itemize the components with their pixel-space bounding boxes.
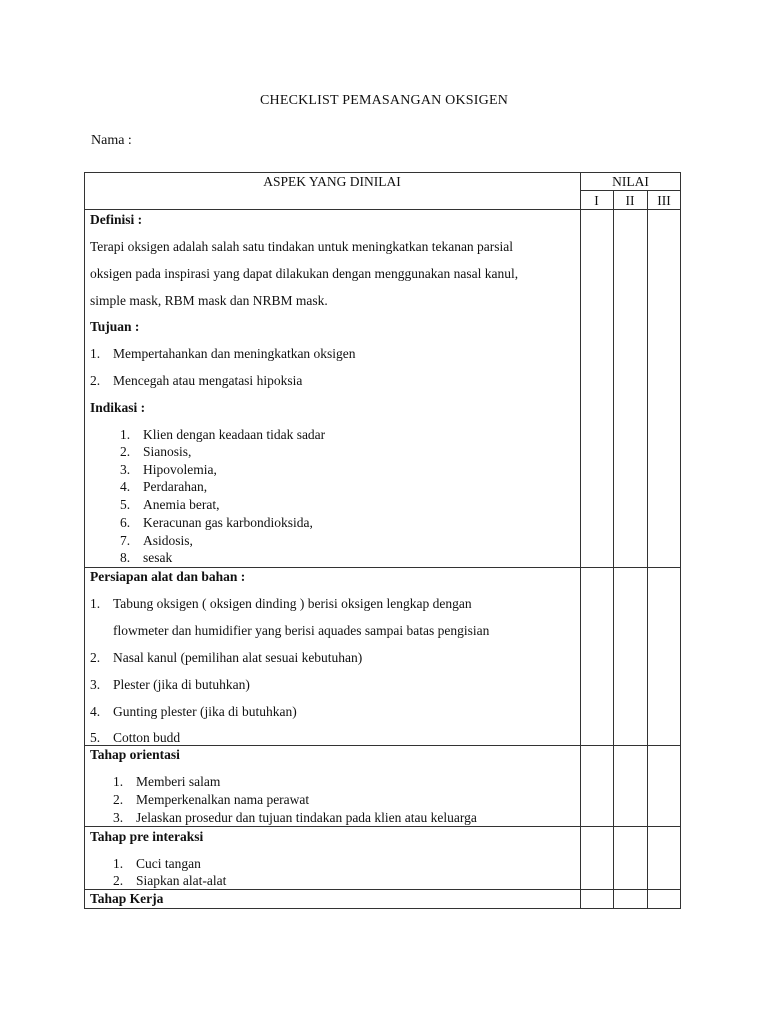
- column-divider: [613, 190, 614, 909]
- list-item-number: 6.: [120, 515, 131, 530]
- list-item-number: 3.: [113, 810, 124, 825]
- list-item: Cuci tangan: [136, 856, 201, 871]
- table-border-left: [84, 172, 85, 909]
- list-item-number: 2.: [90, 373, 101, 388]
- table-border-right: [680, 172, 681, 909]
- header-aspek: ASPEK YANG DINILAI: [263, 174, 401, 189]
- list-item-number: 2.: [113, 792, 124, 807]
- definisi-line: oksigen pada inspirasi yang dapat dilakukan dengan menggunakan nasal kanul,: [90, 266, 519, 281]
- list-item-number: 1.: [120, 427, 131, 442]
- list-item-number: 3.: [90, 677, 101, 692]
- list-item: Gunting plester (jika di butuhkan): [113, 704, 297, 719]
- list-item: Keracunan gas karbondioksida,: [143, 515, 313, 530]
- document-title: CHECKLIST PEMASANGAN OKSIGEN: [259, 93, 509, 108]
- section-heading-preinteraksi: Tahap pre interaksi: [90, 829, 204, 844]
- list-item: Sianosis,: [143, 444, 192, 459]
- list-item-number: 5.: [90, 730, 101, 745]
- list-item-number: 1.: [90, 596, 101, 611]
- row-divider: [84, 889, 681, 890]
- row-divider: [84, 567, 681, 568]
- list-item: Cotton budd: [113, 730, 181, 745]
- list-item: Asidosis,: [143, 533, 193, 548]
- header-nilai: NILAI: [612, 174, 649, 189]
- column-divider: [580, 172, 581, 909]
- list-item-number: 4.: [90, 704, 101, 719]
- list-item: sesak: [143, 550, 173, 565]
- list-item: Klien dengan keadaan tidak sadar: [143, 427, 326, 442]
- list-item-number: 3.: [120, 462, 131, 477]
- list-item: Mempertahankan dan meningkatkan oksigen: [113, 346, 356, 361]
- list-item: Memperkenalkan nama perawat: [136, 792, 310, 807]
- nilai-divider: [580, 190, 681, 191]
- list-item-number: 2.: [120, 444, 131, 459]
- list-item: Mencegah atau mengatasi hipoksia: [113, 373, 303, 388]
- column-divider: [647, 190, 648, 909]
- header-bottom-line: [84, 209, 681, 210]
- definisi-line: Terapi oksigen adalah salah satu tindakan untuk meningkatkan tekanan parsial: [90, 239, 514, 254]
- list-item-number: 8.: [120, 550, 131, 565]
- header-col-iii: III: [657, 193, 671, 208]
- definisi-line: simple mask, RBM mask dan NRBM mask.: [90, 293, 328, 308]
- list-item-number: 2.: [90, 650, 101, 665]
- list-item: Anemia berat,: [143, 497, 220, 512]
- checklist-table: [84, 172, 681, 909]
- section-heading-definisi: Definisi :: [90, 212, 143, 227]
- list-item: Hipovolemia,: [143, 462, 217, 477]
- list-item: Nasal kanul (pemilihan alat sesuai kebutuhan): [113, 650, 363, 665]
- list-item-number: 7.: [120, 533, 131, 548]
- list-item-number: 2.: [113, 873, 124, 888]
- table-border-top: [84, 172, 681, 173]
- section-heading-kerja: Tahap Kerja: [90, 891, 164, 906]
- section-heading-persiapan: Persiapan alat dan bahan :: [90, 569, 246, 584]
- list-item: Perdarahan,: [143, 479, 208, 494]
- header-col-ii: II: [625, 193, 635, 208]
- header-col-i: I: [594, 193, 599, 208]
- nama-label: Nama :: [91, 133, 132, 148]
- list-item: Memberi salam: [136, 774, 221, 789]
- list-item-continuation: flowmeter dan humidifier yang berisi aquades sampai batas pengisian: [113, 623, 490, 638]
- list-item: Siapkan alat-alat: [136, 873, 227, 888]
- list-item-number: 1.: [113, 774, 124, 789]
- list-item-number: 5.: [120, 497, 131, 512]
- section-heading-indikasi: Indikasi :: [90, 400, 146, 415]
- list-item: Plester (jika di butuhkan): [113, 677, 250, 692]
- section-heading-tujuan: Tujuan :: [90, 319, 140, 334]
- table-border-bottom: [84, 908, 681, 909]
- list-item-number: 1.: [113, 856, 124, 871]
- list-item: Tabung oksigen ( oksigen dinding ) berisi oksigen lengkap dengan: [113, 596, 472, 611]
- section-heading-orientasi: Tahap orientasi: [90, 747, 180, 762]
- list-item-number: 1.: [90, 346, 101, 361]
- list-item-number: 4.: [120, 479, 131, 494]
- list-item: Jelaskan prosedur dan tujuan tindakan pada klien atau keluarga: [136, 810, 477, 825]
- row-divider: [84, 826, 681, 827]
